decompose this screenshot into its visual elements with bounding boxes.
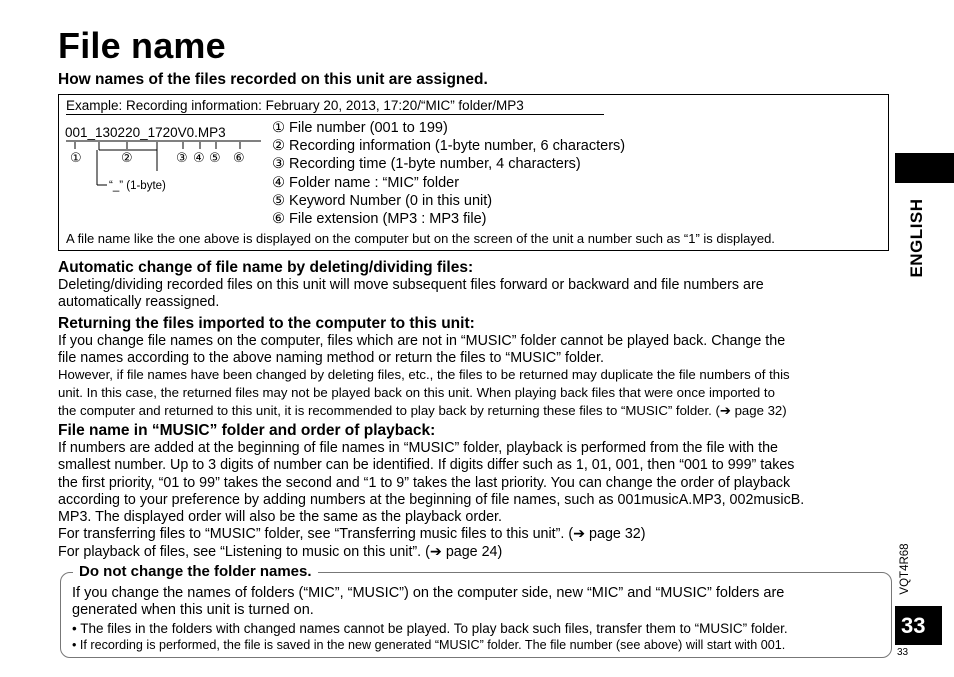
marker-4: ④ [193,150,205,165]
page-title: File name [58,25,226,66]
language-label [895,188,939,288]
warning-body [72,585,784,619]
page-number-small: 33 [897,647,909,658]
paragraph-line: the computer and returned to this unit, it is recommended to play back by returning these files to “MUSIC” folder. (➔ page 32) [58,403,787,418]
paragraph-line: unit. In this case, the returned files may not be played back on this unit. When playing back files that were once imported to [58,385,775,400]
paragraph-line: For playback of files, see “Listening to music on this unit”. (➔ page 24) [58,543,503,560]
returning-note [58,366,790,420]
marker-2: ② [121,150,133,165]
filename-legend [272,119,625,228]
auto-change-heading: Automatic change of file name by deleting/dividing files: [58,259,474,276]
paragraph-line: However, if file names have been changed by deleting files, etc., the files to be returned may duplicate the file numbers of this [58,367,790,382]
legend-item-6: ⑥ File extension (MP3 : MP3 file) [272,211,487,228]
legend-item-5: ⑤ Keyword Number (0 in this unit) [272,192,493,209]
returning-heading: Returning the files imported to the computer to this unit: [58,315,475,332]
paragraph-line: For transferring files to “MUSIC” folder, see “Transferring music files to this unit”. (➔ page 32) [58,526,646,543]
paragraph-line: file names according to the above naming method or return the files to “MUSIC” folder. [58,350,604,367]
page-number-badge: 33 [895,606,942,645]
document-code-text: VQT4R68 [899,543,911,595]
paragraph-line: If you change file names on the computer, files which are not in “MUSIC” folder cannot be played back. Change the [58,333,786,349]
language-tab-marker [895,153,954,183]
music-order-body [58,440,804,561]
language-label-text: ENGLISH [907,198,926,278]
legend-item-1: ① File number (001 to 199) [272,120,448,136]
marker-3: ③ [176,150,188,165]
example-filename: 001_130220_1720V0.MP3 [65,125,226,140]
paragraph-line: If you change the names of folders (“MIC”, “MUSIC”) on the computer side, new “MIC” and “MUSIC” folders are [72,585,785,601]
paragraph-line: according to your preference by adding numbers at the beginning of file names, such as 001musicA.MP3, 002musicB. [58,491,805,508]
paragraph-line: If numbers are added at the beginning of file names in “MUSIC” folder, playback is performed from the file with the [58,440,778,456]
paragraph-line: generated when this unit is turned on. [72,602,314,618]
returning-body [58,333,785,368]
warning-bullets [72,620,788,654]
paragraph-line: Deleting/dividing recorded files on this unit will move subsequent files forward or backward and file numbers are [58,277,764,293]
legend-item-2: ② Recording information (1-byte number, 6 characters) [272,138,626,155]
warning-title: Do not change the folder names. [73,563,318,581]
auto-change-body [58,277,764,312]
section-subtitle: How names of the files recorded on this unit are assigned. [58,71,488,88]
paragraph-line: automatically reassigned. [58,294,220,311]
legend-item-3: ③ Recording time (1-byte number, 4 characters) [272,156,581,173]
example-line: Example: Recording information: February 20, 2013, 17:20/“MIC” folder/MP3 [66,98,524,113]
example-box [58,94,889,251]
marker-6: ⑥ [233,150,245,165]
paragraph-line: the first priority, “01 to 99” takes the second and “1 to 9” takes the last priority. You can change the order of playback [58,474,791,491]
paragraph-line: smallest number. Up to 3 digits of number can be identified. If digits differ such as 1, 01, 001, then “001 to 999” takes [58,457,795,474]
bullet-item: • The files in the folders with changed names cannot be played. To play back such files, transfer them to “MUSIC” folder. [72,621,788,636]
separator-note: “_” (1-byte) [109,180,166,192]
bullet-item: • If recording is performed, the file is saved in the new generated “MUSIC” folder. The file number (see above) will start with 001. [72,638,786,652]
document-code [895,534,915,604]
marker-1: ① [70,150,82,165]
marker-5: ⑤ [209,150,221,165]
legend-item-4: ④ Folder name : “MIC” folder [272,174,460,191]
example-footer-note: A file name like the one above is displayed on the computer but on the screen of the unit a number such as “1” is displayed. [66,231,775,246]
paragraph-line: MP3. The displayed order will also be the same as the playback order. [58,509,502,526]
music-order-heading: File name in “MUSIC” folder and order of playback: [58,422,436,439]
